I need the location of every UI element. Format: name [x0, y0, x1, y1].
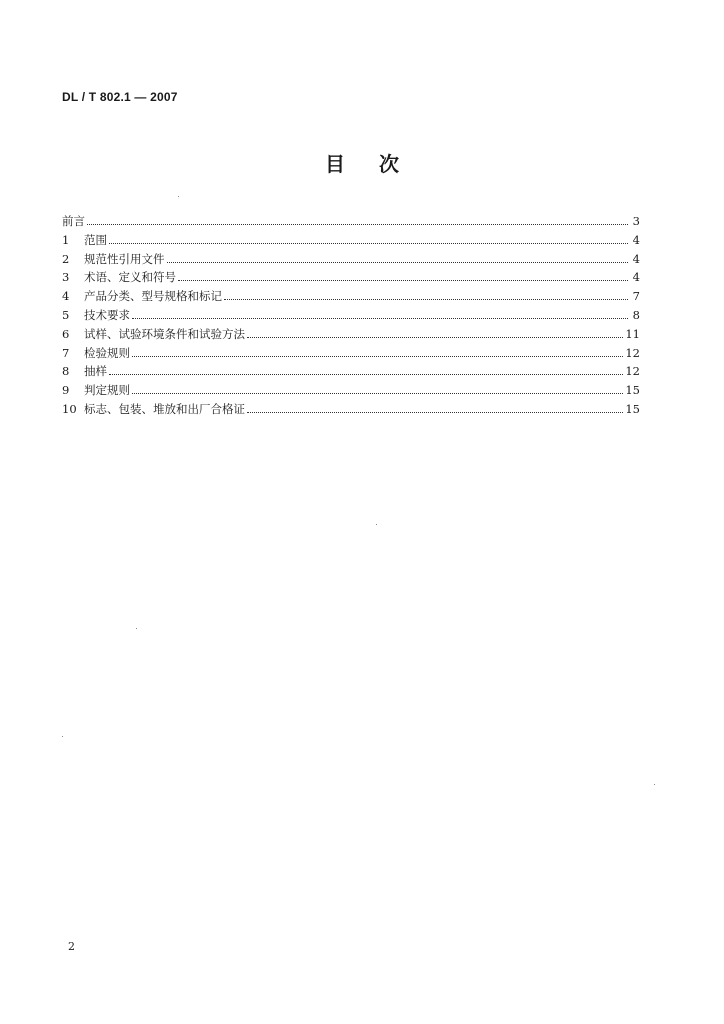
document-code: DL / T 802.1 — 2007 [62, 90, 178, 104]
toc-entry-number: 4 [62, 289, 70, 304]
toc-entry-page: 12 [625, 345, 640, 360]
toc-entry-5[interactable] [62, 306, 640, 325]
toc-entry-6[interactable] [62, 325, 640, 344]
toc-entry-page: 3 [632, 214, 640, 228]
toc-entry-page: 15 [625, 401, 640, 416]
toc-entry-label: 术语、定义和符号 [84, 270, 176, 285]
toc-entry-label: 规范性引用文件 [84, 251, 165, 266]
toc-entry-number: 5 [62, 307, 70, 322]
toc-entry-1[interactable] [62, 231, 640, 250]
toc-entry-label: 技术要求 [84, 307, 130, 322]
scan-speck [62, 736, 63, 737]
toc-entry-page: 7 [632, 289, 640, 304]
toc-leader-dots [247, 411, 623, 413]
toc-entry-foreword[interactable] [62, 212, 640, 231]
toc-entry-label: 产品分类、型号规格和标记 [84, 289, 222, 304]
toc-entry-number: 8 [62, 364, 70, 379]
toc-leader-dots [109, 242, 628, 244]
toc-entry-page: 8 [632, 307, 640, 322]
toc-entry-label: 试样、试验环境条件和试验方法 [84, 326, 245, 341]
toc-entry-number: 3 [62, 270, 70, 285]
table-of-contents [62, 212, 640, 419]
toc-entry-page: 4 [632, 232, 640, 247]
toc-entry-page: 11 [625, 326, 640, 341]
toc-entry-number: 1 [62, 232, 70, 247]
toc-entry-7[interactable] [62, 344, 640, 363]
toc-leader-dots [167, 261, 629, 263]
toc-entry-number: 6 [62, 326, 70, 341]
toc-entry-page: 12 [625, 364, 640, 379]
toc-entry-page: 4 [632, 270, 640, 285]
toc-entry-number: 9 [62, 383, 70, 398]
toc-entry-page: 15 [625, 383, 640, 398]
toc-entry-number: 7 [62, 345, 70, 360]
toc-leader-dots [132, 392, 623, 394]
toc-entry-label: 标志、包装、堆放和出厂合格证 [84, 401, 245, 416]
page-number: 2 [68, 940, 75, 953]
toc-leader-dots [87, 223, 628, 225]
toc-entry-page: 4 [632, 251, 640, 266]
page-title: 目次 [325, 152, 433, 176]
scan-speck [136, 628, 137, 629]
toc-entry-number: 10 [62, 401, 77, 416]
toc-entry-number: 2 [62, 251, 70, 266]
toc-leader-dots [132, 317, 628, 319]
toc-entry-8[interactable] [62, 362, 640, 381]
toc-entry-10[interactable] [62, 400, 640, 419]
toc-entry-label: 抽样 [84, 364, 107, 379]
toc-leader-dots [132, 355, 623, 357]
toc-leader-dots [224, 298, 628, 300]
toc-entry-label: 检验规则 [84, 345, 130, 360]
toc-entry-9[interactable] [62, 381, 640, 400]
toc-leader-dots [109, 373, 623, 375]
toc-entry-label: 范围 [84, 232, 107, 247]
toc-entry-2[interactable] [62, 250, 640, 269]
scan-speck [654, 784, 655, 785]
scan-speck [376, 524, 377, 525]
toc-entry-3[interactable] [62, 268, 640, 287]
toc-entry-label: 判定规则 [84, 383, 130, 398]
toc-leader-dots [178, 279, 628, 281]
toc-entry-label: 前言 [62, 214, 85, 228]
toc-entry-4[interactable] [62, 287, 640, 306]
scan-speck [178, 196, 179, 197]
toc-leader-dots [247, 336, 623, 338]
